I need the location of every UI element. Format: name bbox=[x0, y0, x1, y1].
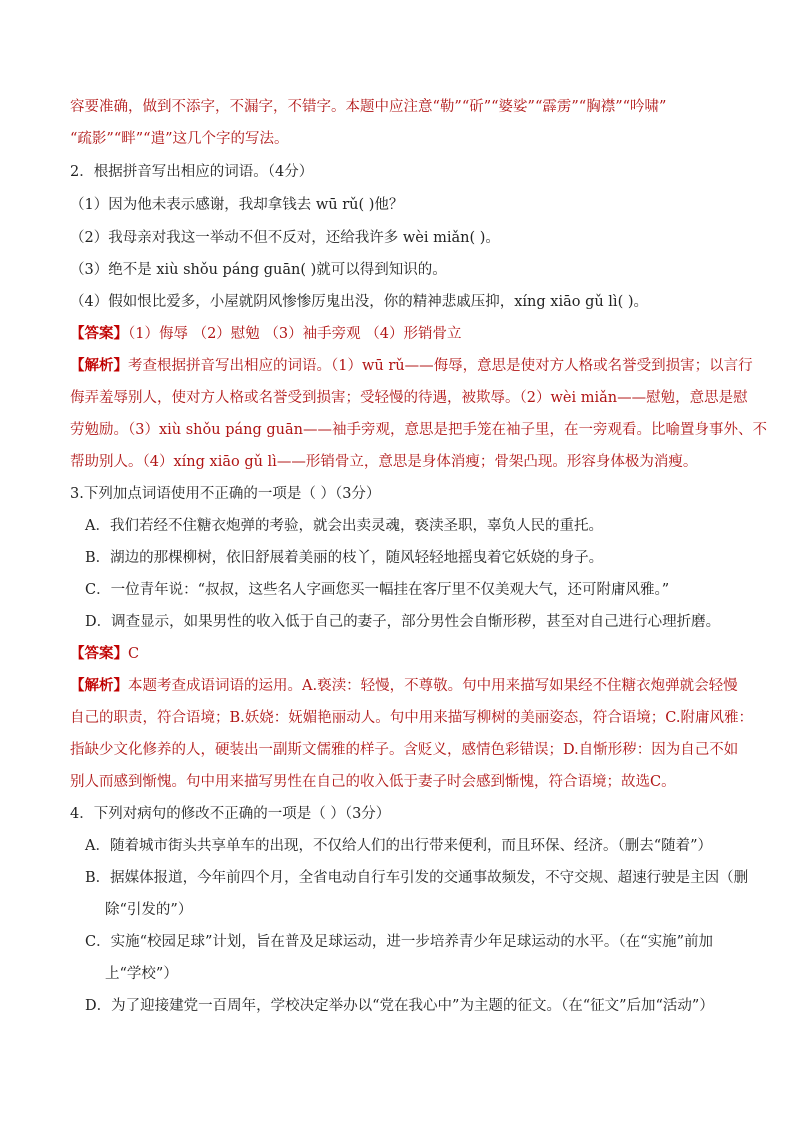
q3-option-c: C．一位青年说：“叔叔，这些名人字画您买一幅挂在客厅里不仅美观大气，还可附庸风雅。” bbox=[85, 582, 670, 598]
prev-analysis-line-1: 容要准确，做到不添字，不漏字，不错字。本题中应注意“勒”“斫”“婆娑”“霹雳”“胸襟”“吟啸” bbox=[70, 99, 667, 115]
q2-item-2: （2）我母亲对我这一举动不但不反对，还给我许多 wèi miǎn( )。 bbox=[70, 230, 500, 246]
q3-option-d: D．调查显示，如果男性的收入低于自己的妻子，部分男性会自惭形秽，甚至对自己进行心理折磨。 bbox=[85, 614, 721, 630]
q3-option-a: A．我们若经不住糖衣炮弹的考验，就会出卖灵魂，亵渎圣职，辜负人民的重托。 bbox=[85, 518, 603, 534]
q4-option-b-cont: 除“引发的”） bbox=[105, 902, 193, 918]
q2-analysis-line-2: 侮弄羞辱别人，使对方人格或名誉受到损害；受轻慢的待遇，被欺辱。（2）wèi miǎn——慰勉，意思是慰 bbox=[70, 390, 748, 406]
q2-item-3: （3）绝不是 xiù shǒu páng guān( )就可以得到知识的。 bbox=[70, 262, 447, 278]
q2-analysis-text-1: 考查根据拼音写出相应的词语。（1）wū rǔ——侮辱，意思是使对方人格或名誉受到损害；以言行 bbox=[128, 358, 753, 374]
q3-answer-text: C bbox=[128, 646, 140, 662]
q4-stem: 4．下列对病句的修改不正确的一项是（ ）（3分） bbox=[70, 806, 391, 822]
q4-option-d: D．为了迎接建党一百周年，学校决定举办以“党在我心中”为主题的征文。（在“征文”后加“活动”） bbox=[85, 998, 714, 1014]
q2-item-4: （4）假如恨比爱多，小屋就阴风惨惨厉鬼出没，你的精神悲戚压抑，xíng xiāo gǔ lì( )。 bbox=[70, 294, 648, 310]
prev-analysis-line-2: “疏影”“畔”“遣”这几个字的写法。 bbox=[70, 131, 289, 147]
q3-option-b: B．湖边的那棵柳树，依旧舒展着美丽的枝丫，随风轻轻地摇曳着它妖娆的身子。 bbox=[85, 550, 604, 566]
q2-analysis-line-3: 劳勉励。（3）xiù shǒu páng guān——袖手旁观，意思是把手笼在袖子里，在一旁观看。比喻置身事外、不 bbox=[70, 422, 767, 438]
q3-analysis-line-4: 别人而感到惭愧。句中用来描写男性在自己的收入低于妻子时会感到惭愧，符合语境；故选C。 bbox=[70, 774, 676, 790]
q2-item-1: （1）因为他未表示感谢，我却拿钱去 wū rǔ( )他？ bbox=[70, 197, 404, 213]
q3-analysis-text-1: 本题考查成语词语的运用。A.亵渎：轻慢，不尊敬。句中用来描写如果经不住糖衣炮弹就会轻慢 bbox=[128, 678, 738, 694]
q3-stem: 3.下列加点词语使用不正确的一项是（ ）（3分） bbox=[70, 486, 381, 502]
analysis-tag: 【解析】 bbox=[70, 357, 128, 374]
q2-analysis-line-4: 帮助别人。（4）xíng xiāo gǔ lì——形销骨立，意思是身体消瘦；骨架凸现。形容身体极为消瘦。 bbox=[70, 454, 698, 470]
answer-tag: 【答案】 bbox=[70, 645, 128, 662]
q3-analysis-line-3: 指缺少文化修养的人，硬装出一副斯文儒雅的样子。含贬义，感情色彩错误；D.自惭形秽：因为自己不如 bbox=[70, 742, 739, 758]
q3-analysis-line-1 bbox=[70, 676, 738, 696]
q4-option-b: B．据媒体报道，今年前四个月，全省电动自行车引发的交通事故频发，不守交规、超速行驶是主因（删 bbox=[85, 870, 749, 886]
answer-tag: 【答案】 bbox=[70, 325, 128, 342]
q3-answer bbox=[70, 644, 139, 664]
q4-option-a: A．随着城市街头共享单车的出现，不仅给人们的出行带来便利，而且环保、经济。（删去“随着”） bbox=[85, 838, 713, 854]
q4-option-c-cont: 上“学校”） bbox=[105, 966, 178, 982]
analysis-tag: 【解析】 bbox=[70, 677, 128, 694]
q2-answer bbox=[70, 324, 461, 344]
q2-analysis-line-1 bbox=[70, 356, 753, 376]
q4-option-c: C．实施“校园足球”计划，旨在普及足球运动，进一步培养青少年足球运动的水平。（在“实施”前加 bbox=[85, 934, 713, 950]
q2-answer-text: （1）侮辱 （2）慰勉 （3）袖手旁观 （4）形销骨立 bbox=[128, 326, 462, 342]
q2-stem: 2．根据拼音写出相应的词语。（4分） bbox=[70, 164, 314, 180]
q3-analysis-line-2: 自己的职责，符合语境；B.妖娆：妩媚艳丽动人。句中用来描写柳树的美丽姿态，符合语境；C.附庸风雅： bbox=[70, 710, 753, 726]
